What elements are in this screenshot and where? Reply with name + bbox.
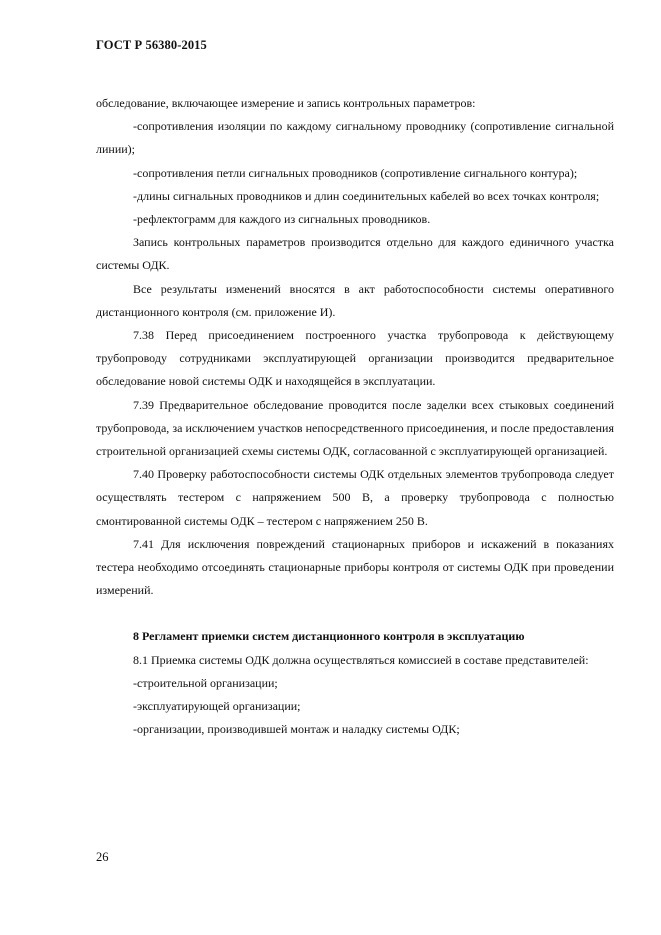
clause-7-38: 7.38 Перед присоединением построенного участка трубопровода к действующему трубопроводу сотрудниками эксплуатирующей организации производится предварительное обследование новой системы ОДК и находящейся в эксплуатации.: [96, 328, 614, 389]
list-item-operating-org: -эксплуатирующей организации;: [133, 699, 301, 714]
clause-7-39: 7.39 Предварительное обследование проводится после заделки всех стыковых соединений трубопровода, за исключением участков непосредственного присоединения, и после предоставления строительной организацией схемы системы ОДК, согласованной с эксплуатирующей организацией.: [96, 397, 614, 459]
list-item-insulation: -сопротивления изоляции по каждому сигнальному проводнику (сопротивление сигнальной линии);: [96, 119, 614, 157]
paragraph-continuation: обследование, включающее измерение и запись контрольных параметров:: [96, 96, 476, 110]
section-heading-8: 8 Регламент приемки систем дистанционного контроля в эксплуатацию: [133, 629, 525, 644]
list-item-loop-resistance: -сопротивления петли сигнальных проводников (сопротивление сигнального контура);: [133, 165, 578, 180]
paragraph-results: Все результаты изменений вносятся в акт работоспособности системы оперативного дистанционного контроля (см. приложение И).: [96, 281, 614, 319]
list-item-construction-org: -строительной организации;: [133, 675, 278, 690]
list-item-reflectograms: -рефлектограмм для каждого из сигнальных проводников.: [133, 212, 431, 227]
page-number: 26: [96, 850, 109, 864]
document-header: ГОСТ Р 56380-2015: [96, 38, 207, 52]
paragraph-recording: Запись контрольных параметров производится отдельно для каждого единичного участка системы ОДК.: [96, 235, 614, 273]
clause-8-1: 8.1 Приемка системы ОДК должна осуществляться комиссией в составе представителей:: [133, 652, 589, 667]
list-item-conductor-length: -длины сигнальных проводников и длин соединительных кабелей во всех точках контроля;: [133, 188, 600, 203]
clause-7-41: 7.41 Для исключения повреждений стационарных приборов и искажений в показаниях тестера необходимо отсоединять стационарные приборы контроля от системы ОДК при проведении измерений.: [96, 536, 614, 598]
list-item-installation-org: -организации, производившей монтаж и наладку системы ОДК;: [133, 722, 460, 737]
document-body: [96, 92, 614, 741]
clause-7-40: 7.40 Проверку работоспособности системы ОДК отдельных элементов трубопровода следует осуществлять тестером с напряжением 500 В, а проверку трубопровода с полностью смонтированной системы ОДК – тестером с напряжением 250 В.: [96, 467, 614, 528]
